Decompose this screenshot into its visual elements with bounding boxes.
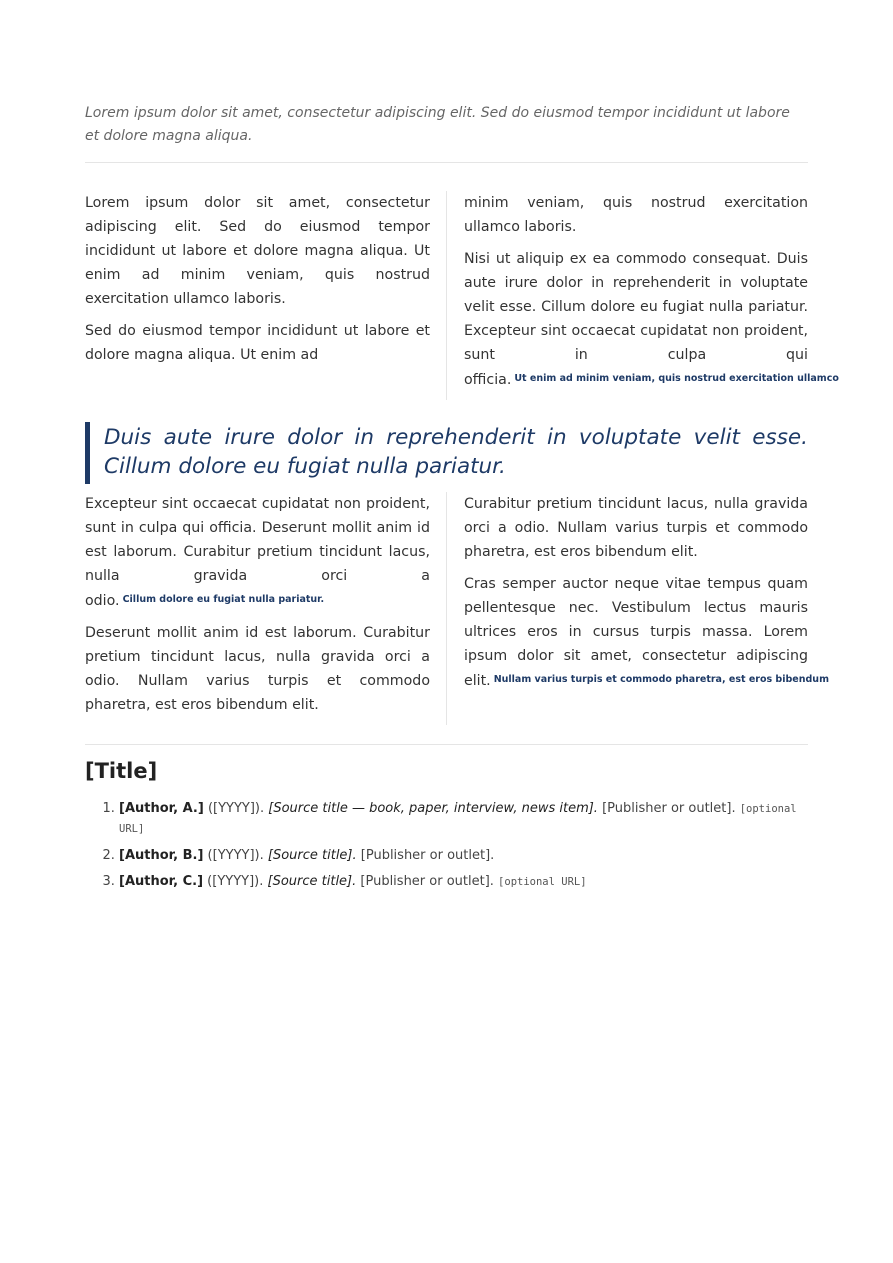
reference-publisher: [Publisher or outlet]. <box>356 848 495 863</box>
reference-source: [Source title — book, paper, interview, news item]. <box>268 801 598 816</box>
reference-author: [Author, A.] <box>119 801 204 816</box>
reference-item <box>119 872 808 892</box>
two-column-section-1 <box>85 191 839 400</box>
reference-item <box>119 846 808 865</box>
reference-item <box>119 799 808 839</box>
paragraph-text: Nisi ut aliquip ex ea commodo consequat. Duis aute irure dolor in reprehenderit in voluptate velit esse. Cillum dolore eu fugiat nulla pariatur. Excepteur sint occaecat cupidatat non proident, sunt in culpa qui officia. <box>464 251 808 388</box>
paragraph <box>464 247 839 392</box>
references-title: [Title] <box>85 759 158 783</box>
side-note: Nullam varius turpis et commodo pharetra, est eros bibendum <box>493 674 829 685</box>
reference-year: ([YYYY]). <box>203 848 268 863</box>
paragraph: Deserunt mollit anim id est laborum. Curabitur pretium tincidunt lacus, nulla gravida orci a odio. Nullam varius turpis et commodo pharetra, est eros bibendum elit. <box>85 625 430 713</box>
reference-list <box>85 799 808 892</box>
side-note: Ut enim ad minim veniam, quis nostrud exercitation ullamco <box>514 373 839 384</box>
paragraph: Curabitur pretium tincidunt lacus, nulla gravida orci a odio. Nullam varius turpis et commodo pharetra, est eros bibendum elit. <box>464 496 808 560</box>
lede-paragraph: Lorem ipsum dolor sit amet, consectetur adipiscing elit. Sed do eiusmod tempor incididunt ut labore et dolore magna aliqua. <box>85 102 808 163</box>
reference-url[interactable]: [optional URL] <box>119 803 797 835</box>
reference-source: [Source title]. <box>267 874 357 889</box>
paragraph: Sed do eiusmod tempor incididunt ut labore et dolore magna aliqua. Ut enim ad <box>85 323 430 363</box>
paragraph-text: Cras semper auctor neque vitae tempus quam pellentesque nec. Vestibulum lectus mauris ultrices eros in cursus turpis massa. Lorem ipsum dolor sit amet, consectetur adipiscing elit. <box>464 576 808 689</box>
paragraph: Lorem ipsum dolor sit amet, consectetur adipiscing elit. Sed do eiusmod tempor incididunt ut labore et dolore magna aliqua. Ut enim ad minim veniam, quis nostrud exercitation ullamco laboris. <box>85 195 430 307</box>
pull-quote: Duis aute irure dolor in reprehenderit in voluptate velit esse. Cillum dolore eu fugiat nulla pariatur. <box>85 422 808 484</box>
paragraph <box>464 572 829 693</box>
two-column-section-2 <box>85 492 829 725</box>
reference-url[interactable]: [optional URL] <box>498 876 587 888</box>
column-left <box>85 492 446 725</box>
paragraph-text: Excepteur sint occaecat cupidatat non proident, sunt in culpa qui officia. Deserunt mollit anim id est laborum. Curabitur pretium tincidunt lacus, nulla gravida orci a odio. <box>85 496 430 609</box>
reference-author: [Author, B.] <box>119 848 204 863</box>
side-note: Cillum dolore eu fugiat nulla pariatur. <box>122 594 325 605</box>
column-right <box>446 492 829 725</box>
reference-author: [Author, C.] <box>119 874 204 889</box>
reference-year: ([YYYY]). <box>203 874 268 889</box>
section-divider <box>85 744 808 745</box>
paragraph: minim veniam, quis nostrud exercitation ullamco laboris. <box>464 195 808 235</box>
reference-year: ([YYYY]). <box>203 801 269 816</box>
document-page <box>85 0 839 899</box>
reference-source: [Source title]. <box>267 848 357 863</box>
column-right <box>446 191 839 400</box>
reference-publisher: [Publisher or outlet]. <box>356 874 499 889</box>
column-left <box>85 191 446 400</box>
paragraph <box>85 492 430 613</box>
reference-publisher: [Publisher or outlet]. <box>597 801 740 816</box>
